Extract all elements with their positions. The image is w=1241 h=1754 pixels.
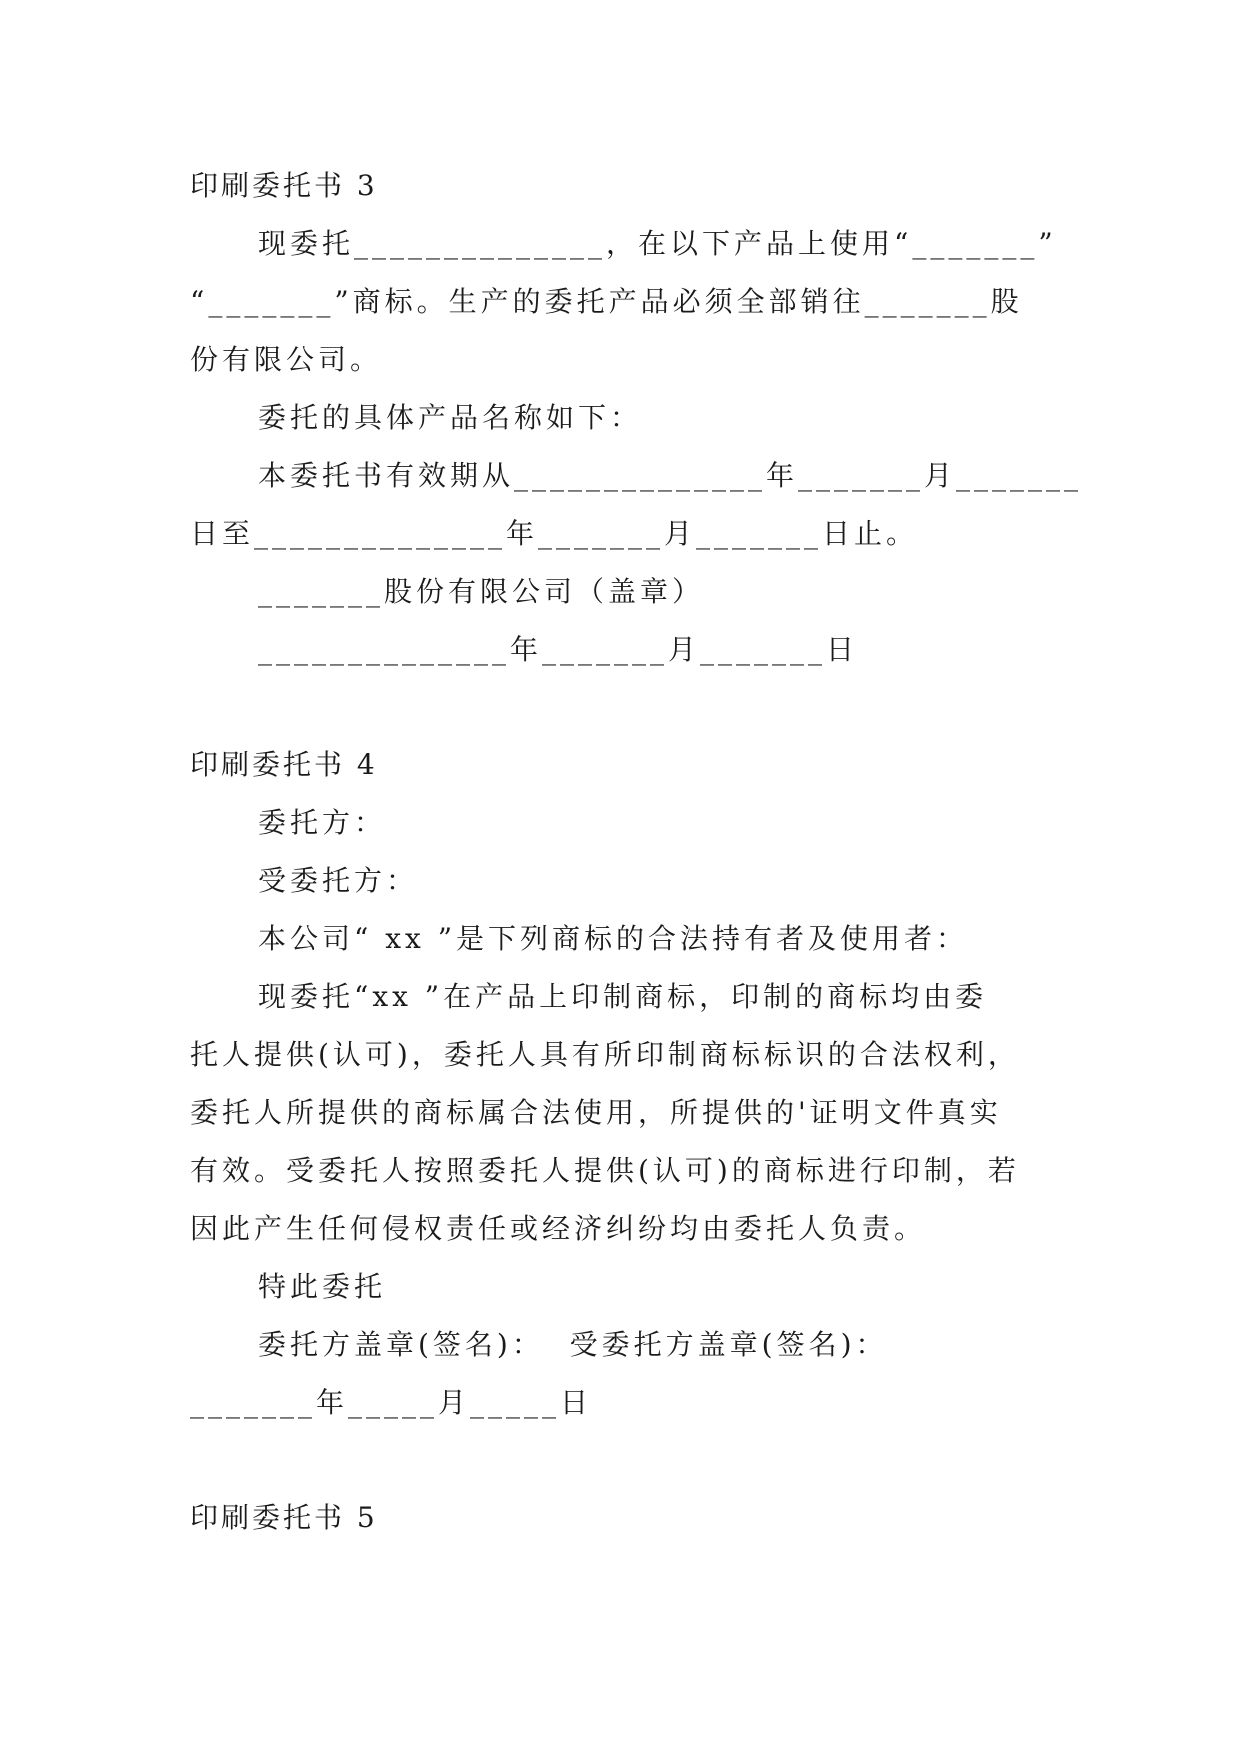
section4-signatures: 委托方盖章(签名)： 受委托方盖章(签名)：: [258, 1328, 888, 1361]
section4-body-line5: 因此产生任何侵权责任或经济纠纷均由委托人负责。: [190, 1212, 927, 1245]
section4-body-line1: 现委托“xx ”在产品上印制商标，印制的商标均由委: [258, 980, 988, 1013]
section3-paragraph1-line2: “_______”商标。生产的委托产品必须全部销往_______股: [190, 285, 1023, 318]
section4-ownership-statement: 本公司“ xx ”是下列商标的合法持有者及使用者：: [258, 922, 969, 955]
section3-paragraph1-line3: 份有限公司。: [190, 343, 383, 376]
section4-body-line4: 有效。受委托人按照委托人提供(认可)的商标进行印制，若: [190, 1154, 1020, 1187]
section3-validity-line2: 日至______________年_______月_______日止。: [190, 517, 919, 550]
section4-special-authorization: 特此委托: [258, 1270, 387, 1303]
section3-title: 印刷委托书 3: [190, 169, 378, 202]
section4-title: 印刷委托书 4: [190, 748, 378, 781]
section3-paragraph1-line1: 现委托______________，在以下产品上使用“_______”: [258, 227, 1057, 260]
section4-contractor-label: 受委托方：: [258, 864, 419, 897]
section4-body-line3: 委托人所提供的商标属合法使用，所提供的'证明文件真实: [190, 1096, 1002, 1129]
section3-company-seal: _______股份有限公司（盖章）: [258, 575, 705, 608]
section4-client-label: 委托方：: [258, 806, 387, 839]
section3-product-names-label: 委托的具体产品名称如下：: [258, 401, 643, 434]
section4-date: _______年_____月_____日: [190, 1386, 593, 1419]
section4-body-line2: 托人提供(认可)，委托人具有所印制商标标识的合法权利，: [190, 1038, 1020, 1071]
section5-title: 印刷委托书 5: [190, 1501, 378, 1534]
section3-validity-line1: 本委托书有效期从______________年_______月_______: [258, 459, 1083, 492]
section3-date: ______________年_______月_______日: [258, 633, 859, 666]
